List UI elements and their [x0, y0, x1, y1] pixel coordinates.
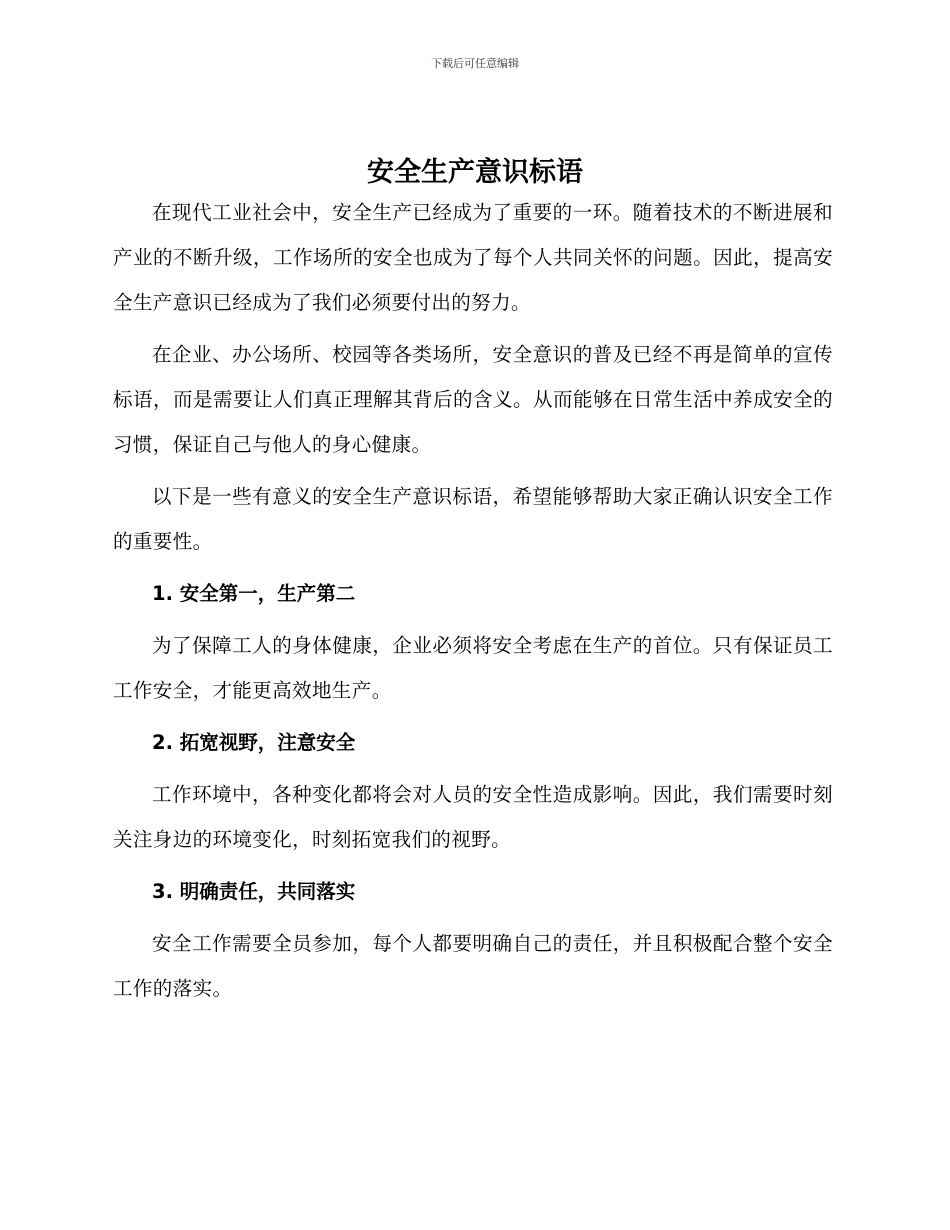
slogan-heading-2: 2. 拓宽视野，注意安全 — [152, 731, 356, 754]
intro-paragraph-1: 在现代工业社会中，安全生产已经成为了重要的一环。随着技术的不断进展和产业的不断升级，工作场所的安全也成为了每个人共同关怀的问题。因此，提高安全生产意识已经成为了我们必须要付出的努力。 — [113, 201, 833, 314]
slogan-heading-1: 1. 安全第一，生产第二 — [152, 582, 356, 605]
slogan-heading-3: 3. 明确责任，共同落实 — [152, 880, 356, 903]
document-title: 安全生产意识标语 — [367, 157, 583, 188]
slogan-body-1: 为了保障工人的身体健康，企业必须将安全考虑在生产的首位。只有保证员工工作安全，才能更高效地生产。 — [113, 634, 833, 702]
intro-paragraph-3: 以下是一些有意义的安全生产意识标语，希望能够帮助大家正确认识安全工作的重要性。 — [113, 485, 833, 553]
header-note: 下载后可任意编辑 — [431, 57, 519, 70]
slogan-body-2: 工作环境中，各种变化都将会对人员的安全性造成影响。因此，我们需要时刻关注身边的环境变化，时刻拓宽我们的视野。 — [113, 783, 833, 851]
slogan-body-3: 安全工作需要全员参加，每个人都要明确自己的责任，并且积极配合整个安全工作的落实。 — [113, 932, 833, 1000]
intro-paragraph-2: 在企业、办公场所、校园等各类场所，安全意识的普及已经不再是简单的宣传标语，而是需要让人们真正理解其背后的含义。从而能够在日常生活中养成安全的习惯，保证自己与他人的身心健康。 — [113, 343, 833, 456]
document-body — [113, 190, 833, 1018]
